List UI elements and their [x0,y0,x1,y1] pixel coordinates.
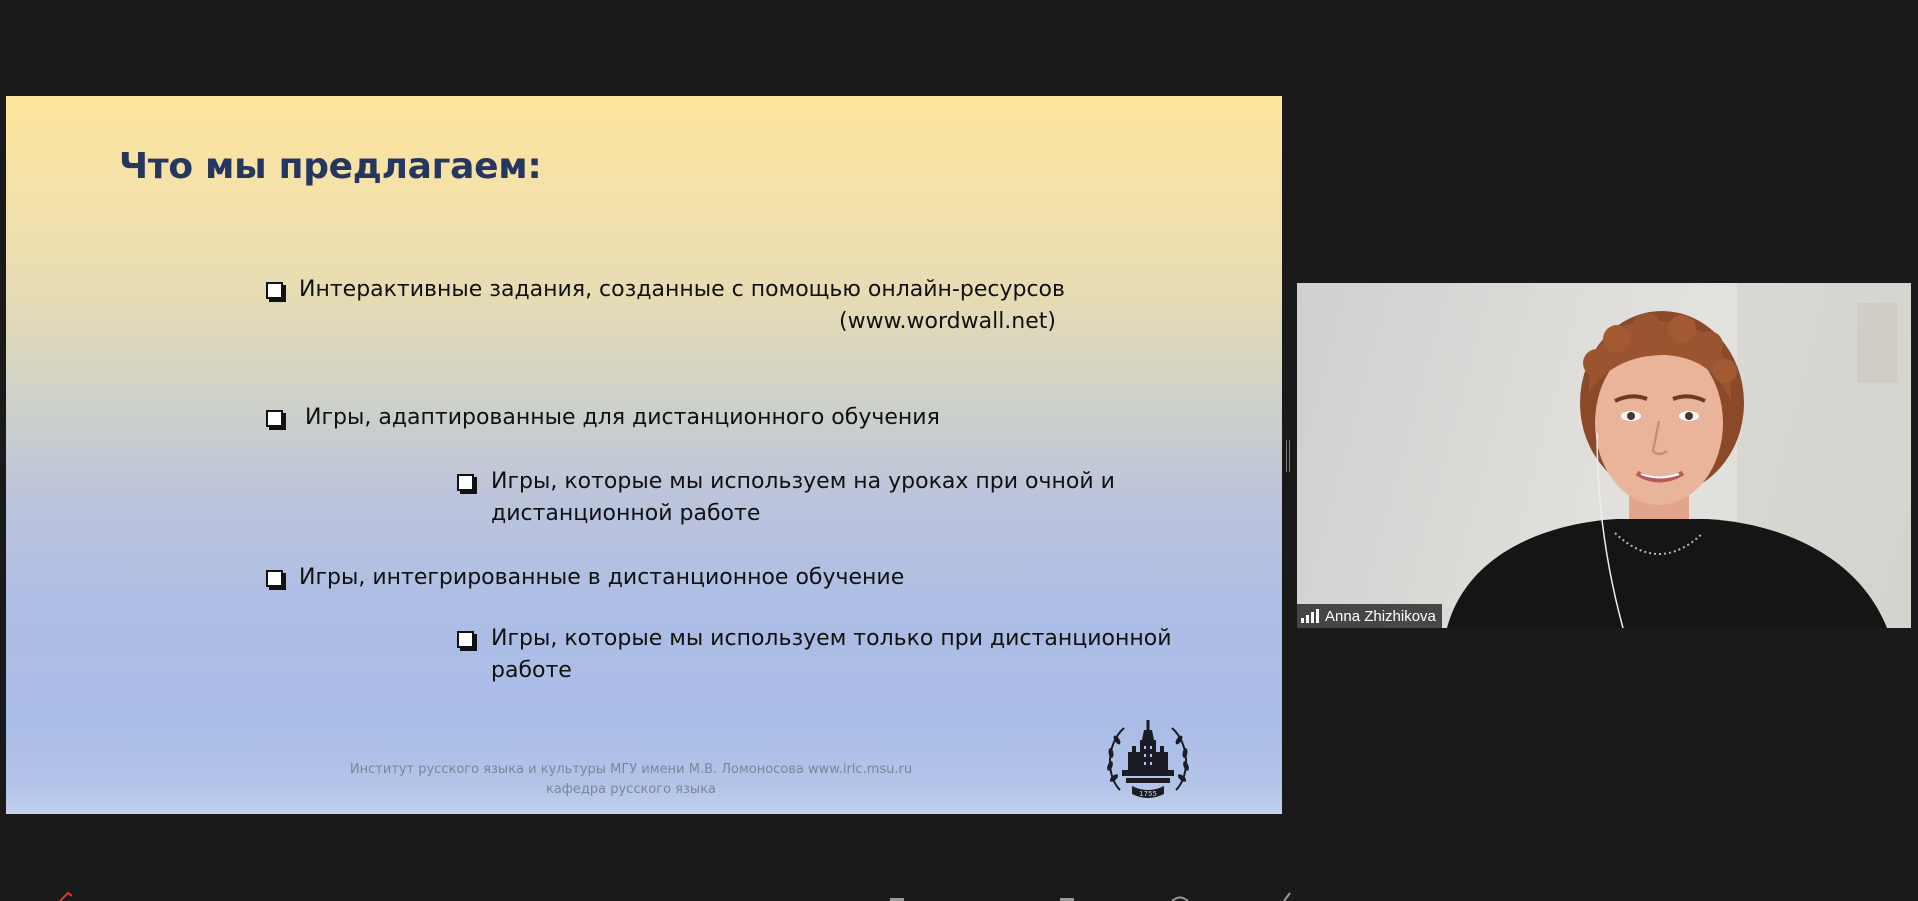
participant-name: Anna Zhizhikova [1325,607,1436,625]
bullet-item [299,562,904,594]
signal-bars-icon [1301,609,1319,623]
checkbox-bullet-icon [266,282,283,299]
participant-video-tile[interactable] [1297,283,1911,628]
bullet-text: Игры, интегрированные в дистанционное обучение [299,565,905,590]
bullet-text-continuation: дистанционной работе [491,501,761,526]
bullet-item [299,274,1065,338]
bullet-text-continuation: работе [491,658,572,683]
slide-footer [306,760,956,800]
msu-emblem-icon [1098,716,1198,802]
sub-bullet-item [491,623,1172,687]
bullet-text: Игры, которые мы используем на уроках при очной и [491,469,1115,494]
bullet-text: Игры, которые мы используем только при дистанционной [491,626,1172,651]
emblem-year: 1755 [1139,790,1157,798]
bottom-toolbar-cropped [0,890,1918,901]
participant-name-tag [1297,604,1442,628]
checkbox-bullet-icon [457,631,474,648]
bullet-text: Игры, адаптированные для дистанционного обучения [305,405,940,430]
bullet-item [305,402,940,434]
checkbox-bullet-icon [266,570,283,587]
sub-bullet-item [491,466,1115,530]
bullet-text: Интерактивные задания, созданные с помощью онлайн-ресурсов [299,277,1065,302]
bullet-text-continuation: (www.wordwall.net) [839,309,1056,334]
split-view-drag-handle[interactable] [1286,440,1292,472]
checkbox-bullet-icon [266,410,283,427]
participant-video-feed [1297,283,1911,628]
slide-title: Что мы предлагаем: [119,146,542,187]
checkbox-bullet-icon [457,474,474,491]
shared-screen-slide[interactable] [6,96,1282,814]
footer-institute: Институт русского языка и культуры МГУ имени М.В. Ломоносова www.irlc.msu.ru [349,762,913,777]
footer-department: кафедра русского языка [545,782,717,797]
